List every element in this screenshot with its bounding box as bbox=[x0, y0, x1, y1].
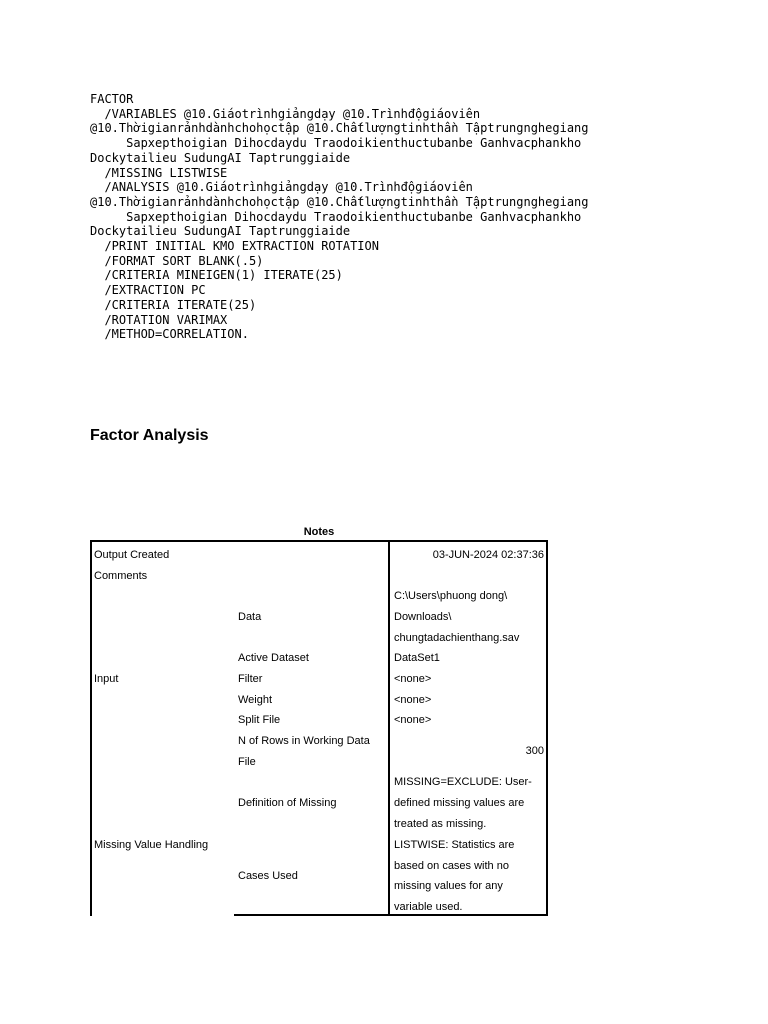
definition-missing-value-line: treated as missing. bbox=[394, 818, 487, 830]
cases-used-value-line: LISTWISE: Statistics are bbox=[394, 839, 515, 851]
syntax-line: /EXTRACTION PC bbox=[90, 283, 206, 298]
weight-label: Weight bbox=[238, 694, 273, 706]
data-label: Data bbox=[238, 611, 262, 623]
page-title: Factor Analysis bbox=[90, 427, 209, 444]
table-border-left bbox=[90, 540, 92, 916]
comments-label: Comments bbox=[94, 570, 148, 582]
weight-value: <none> bbox=[394, 694, 432, 706]
output-created-label: Output Created bbox=[94, 549, 170, 561]
data-value-line: Downloads\ bbox=[394, 611, 452, 623]
definition-missing-value-line: defined missing values are bbox=[394, 797, 525, 809]
active-dataset-value: DataSet1 bbox=[394, 652, 440, 664]
syntax-line: Dockytailieu SudungAI Taptrunggiaide bbox=[90, 150, 351, 165]
n-rows-label-line: N of Rows in Working Data bbox=[238, 735, 370, 747]
syntax-line: /FORMAT SORT BLANK(.5) bbox=[90, 253, 264, 268]
cases-used-value-line: based on cases with no bbox=[394, 860, 509, 872]
cases-used-value-line: variable used. bbox=[394, 901, 463, 913]
data-value-line: C:\Users\phuong dong\ bbox=[394, 590, 508, 602]
cases-used-value-line: missing values for any bbox=[394, 880, 503, 892]
missing-group-label: Missing Value Handling bbox=[94, 839, 209, 851]
syntax-line: Dockytailieu SudungAI Taptrunggiaide bbox=[90, 224, 351, 239]
syntax-line: FACTOR bbox=[90, 92, 134, 106]
syntax-line: /METHOD=CORRELATION. bbox=[90, 327, 249, 342]
table-divider-vertical bbox=[388, 540, 390, 916]
n-rows-label-line: File bbox=[238, 756, 256, 768]
filter-label: Filter bbox=[238, 673, 263, 685]
table-border-right bbox=[546, 540, 548, 916]
table-border-top bbox=[90, 540, 548, 542]
syntax-line: /ANALYSIS @10.Giáotrìnhgiảngdạy @10.Trìnhđộgiáoviên bbox=[90, 180, 473, 195]
definition-missing-label: Definition of Missing bbox=[238, 797, 337, 809]
syntax-line: Sapxepthoigian Dihocdaydu Traodoikienthuctubanbe Ganhvacphankho bbox=[90, 136, 582, 151]
syntax-line: /ROTATION VARIMAX bbox=[90, 312, 228, 327]
input-group-label: Input bbox=[94, 673, 119, 685]
syntax-line: /CRITERIA MINEIGEN(1) ITERATE(25) bbox=[90, 268, 343, 283]
data-value-line: chungtadachienthang.sav bbox=[394, 632, 520, 644]
n-rows-value: 300 bbox=[525, 745, 544, 757]
definition-missing-value-line: MISSING=EXCLUDE: User- bbox=[394, 776, 532, 788]
syntax-line: /MISSING LISTWISE bbox=[90, 165, 228, 180]
split-file-value: <none> bbox=[394, 714, 432, 726]
table-border-bottom bbox=[234, 914, 548, 916]
output-created-value: 03-JUN-2024 02:37:36 bbox=[432, 549, 544, 561]
syntax-line: /VARIABLES @10.Giáotrìnhgiảngdạy @10.Trìnhđộgiáoviên bbox=[90, 106, 481, 121]
split-file-label: Split File bbox=[238, 714, 281, 726]
active-dataset-label: Active Dataset bbox=[238, 652, 309, 664]
syntax-line: /CRITERIA ITERATE(25) bbox=[90, 297, 257, 312]
cases-used-label: Cases Used bbox=[238, 870, 298, 882]
notes-table-caption: Notes bbox=[303, 526, 335, 538]
filter-value: <none> bbox=[394, 673, 432, 685]
syntax-line: Sapxepthoigian Dihocdaydu Traodoikienthuctubanbe Ganhvacphankho bbox=[90, 209, 582, 224]
syntax-line: /PRINT INITIAL KMO EXTRACTION ROTATION bbox=[90, 239, 379, 254]
syntax-line: @10.Thờigianrảnhdànhchohọctập @10.Chấtlượngtinhthần Tậptrungnghegiang bbox=[90, 194, 589, 209]
syntax-line: @10.Thờigianrảnhdànhchohọctập @10.Chấtlượngtinhthần Tậptrungnghegiang bbox=[90, 121, 589, 136]
